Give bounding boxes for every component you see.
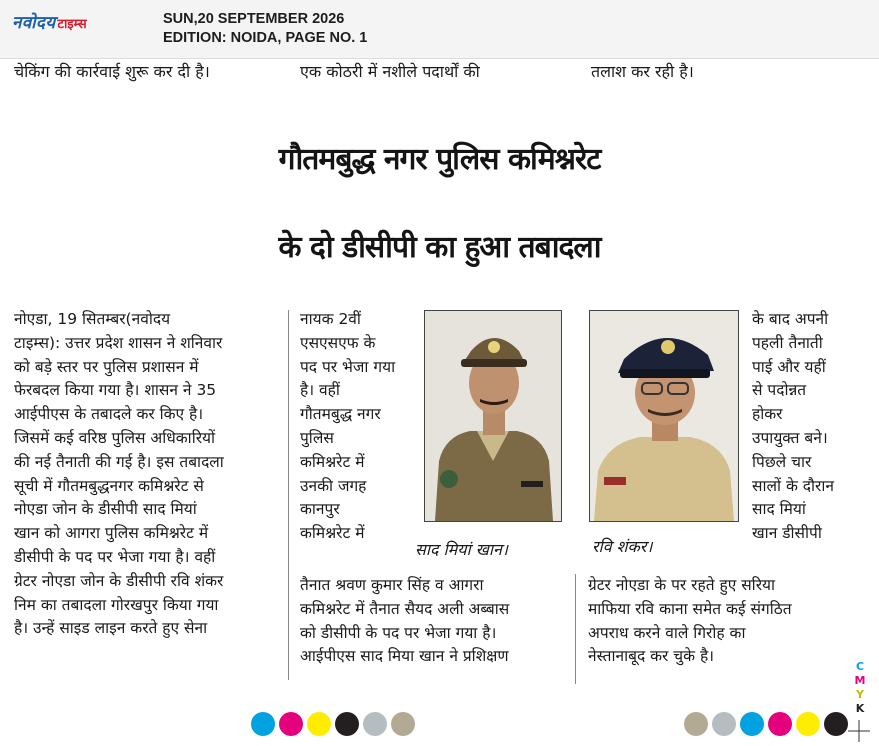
newspaper-logo[interactable] (12, 10, 87, 34)
column-3-top-line: सालों के दौरान (752, 476, 834, 495)
column-1-line: निम का तबादला गोरखपुर किया गया (14, 595, 219, 614)
headline-line-1: गौतमबुद्ध नगर पुलिस कमिश्नरेट (278, 142, 601, 177)
article-column-3-top (752, 308, 862, 546)
cyan-print-dot-right (740, 712, 764, 736)
column-3-bottom-line: ग्रेटर नोएडा के पर रहते हुए सरिया (588, 576, 776, 594)
masthead-bar (0, 0, 879, 59)
column-1-line: ग्रेटर नोएडा जोन के डीसीपी रवि शंकर (14, 571, 224, 590)
officer-portrait-2 (590, 311, 738, 521)
column-1-line: आईपीएस के तबादले कर किए है। (14, 405, 204, 424)
column-3-top-line: पिछले चार (752, 452, 812, 471)
column-3-top-line: साद मियां (752, 500, 806, 519)
column-divider-2 (575, 574, 576, 684)
cmyk-c: C (855, 660, 865, 673)
article-column-2-top (300, 308, 413, 546)
column-3-top-line: के बाद अपनी (752, 310, 829, 328)
column-1-line: जिसमें कई वरिष्ठ पुलिस अधिकारियों (14, 428, 216, 447)
article-column-1 (14, 308, 276, 641)
photo-saad-miyan-khan[interactable] (424, 310, 562, 522)
column-1-line: नोएडा, 19 सितम्बर(नवोदय (14, 310, 171, 328)
edition-date: SUN,20 SEPTEMBER 2026 (163, 11, 345, 27)
magenta-print-dot-right (768, 712, 792, 736)
column-2-top-line: कमिश्नरेट में (300, 524, 365, 543)
column-2-bottom-line: कमिश्नरेट में तैनात सैयद अली अब्बास (300, 599, 510, 618)
column-2-top-line: कानपुर (300, 500, 340, 519)
edition-page: EDITION: NOIDA, PAGE NO. 1 (163, 30, 368, 46)
column-2-bottom-line: आईपीएस साद मिया खान ने प्रशिक्षण (300, 647, 509, 666)
column-1-line: को बड़े स्तर पर पुलिस प्रशासन में (14, 357, 199, 376)
column-3-bottom-line: माफिया रवि काना समेत कई संगठित (588, 599, 792, 618)
gray-print-dot (363, 712, 387, 736)
column-3-top-line: पहली तैनाती (752, 333, 823, 352)
article-column-2-bottom (300, 574, 562, 669)
magenta-print-dot (279, 712, 303, 736)
column-2-top-line: उनकी जगह (300, 476, 367, 495)
top-strip-text-1: चेकिंग की कार्रवाई शुरू कर दी है। (14, 62, 210, 81)
photo-caption-left: साद मियां खान। (415, 540, 508, 559)
column-2-bottom-line: तैनात श्रवण कुमार सिंह व आगरा (300, 576, 484, 594)
edition-info (163, 10, 367, 48)
yellow-print-dot-right (796, 712, 820, 736)
article-column-3-bottom (588, 574, 862, 669)
khaki-print-dot (391, 712, 415, 736)
column-1-line: डीसीपी के पद पर भेजा गया है। वहीं (14, 547, 216, 566)
column-3-top-line: से पदोन्नत (752, 381, 807, 400)
column-2-top-line: गौतमबुद्ध नगर (300, 405, 381, 424)
column-1-line: खान को आगरा पुलिस कमिश्नरेट में (14, 524, 209, 543)
top-strip-text-3: तलाश कर रही है। (591, 62, 694, 81)
photo-caption-right: रवि शंकर। (592, 537, 653, 556)
column-1-line: सूची में गौतमबुद्धनगर कमिश्नरेट से (14, 476, 204, 495)
column-2-top-line: नायक 2वीं (300, 310, 361, 328)
column-2-top-line: एसएसएफ के (300, 333, 376, 352)
column-3-top-line: पाई और यहीं (752, 357, 826, 376)
column-3-top-line: होकर (752, 405, 783, 424)
column-1-line: है। उन्हें साइड लाइन करते हुए सेना (14, 619, 208, 638)
officer-portrait-1 (425, 311, 561, 521)
column-2-bottom-line: को डीसीपी के पद पर भेजा गया है। (300, 623, 497, 642)
registration-cross-icon (848, 720, 870, 742)
cmyk-k: K (855, 702, 865, 715)
gray-print-dot-right (712, 712, 736, 736)
headline-line-2: के दो डीसीपी का हुआ तबादला (278, 230, 601, 265)
column-1-line: नोएडा जोन के डीसीपी साद मियां (14, 500, 197, 519)
column-3-bottom-line: अपराध करने वाले गिरोह का (588, 623, 746, 642)
black-print-dot-right (824, 712, 848, 736)
column-2-top-line: है। वहीं (300, 381, 340, 400)
column-1-line: फेरबदल किया गया है। शासन ने 35 (14, 381, 217, 400)
khaki-print-dot-right (684, 712, 708, 736)
column-2-top-line: पुलिस (300, 428, 334, 447)
yellow-print-dot (307, 712, 331, 736)
photo-ravi-shankar[interactable] (589, 310, 739, 522)
column-1-line: टाइम्स): उत्तर प्रदेश शासन ने शनिवार (14, 333, 223, 352)
logo-main-text: नवोदय (12, 13, 56, 33)
logo-sub-text: टाइम्स (57, 17, 87, 32)
cmyk-y: Y (856, 688, 864, 701)
column-3-bottom-line: नेस्तानाबूद कर चुके है। (588, 647, 715, 666)
cyan-print-dot (251, 712, 275, 736)
cmyk-m: M (854, 674, 866, 687)
column-3-top-line: खान डीसीपी (752, 524, 822, 543)
column-2-top-line: पद पर भेजा गया (300, 357, 396, 376)
column-1-line: की नई तैनाती की गई है। इस तबादला (14, 452, 224, 471)
top-strip-text-2: एक कोठरी में नशीले पदार्थों की (300, 62, 480, 81)
column-2-top-line: कमिश्नरेट में (300, 452, 365, 471)
column-3-top-line: उपायुक्त बने। (752, 428, 828, 447)
black-print-dot (335, 712, 359, 736)
column-divider-1 (288, 310, 289, 680)
